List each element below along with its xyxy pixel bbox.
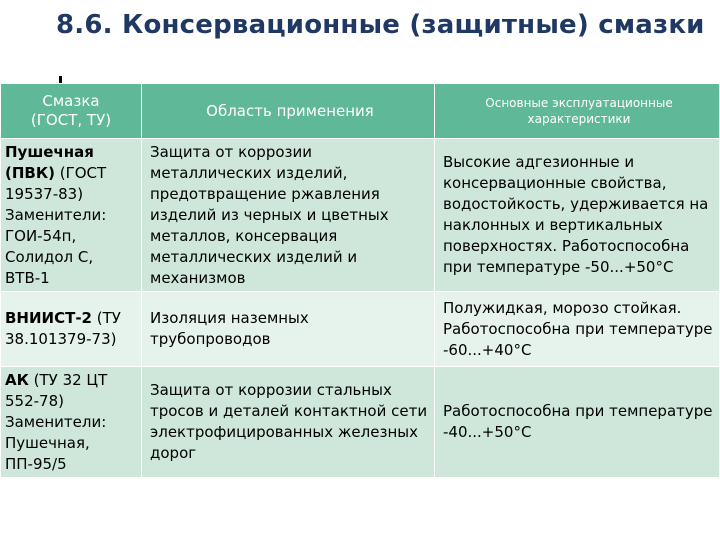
lubricants-table xyxy=(0,83,720,478)
application-cell: Изоляция наземных трубопроводов xyxy=(142,292,435,367)
characteristics-cell: Полужидкая, морозо стойкая. Работоспособна при температуре -60...+40°С xyxy=(435,292,720,367)
lubricant-cell xyxy=(1,367,142,478)
lubricant-name: ВНИИСТ-2 xyxy=(5,309,92,327)
characteristics-cell: Работоспособна при температуре -40...+50°С xyxy=(435,367,720,478)
page-title: 8.6. Консервационные (защитные) смазки xyxy=(56,10,705,40)
characteristics-cell: Высокие адгезионные и консервационные свойства, водостойкость, удерживается на наклонных и вертикальных поверхностях. Работоспособна при температуре -50...+50°С xyxy=(435,139,720,292)
lubricant-name: АК xyxy=(5,370,29,389)
header-lubricant-line2: (ГОСТ, ТУ) xyxy=(30,111,112,129)
application-cell: Защита от коррозии стальных тросов и деталей контактной сети электрофицированных железных дорог xyxy=(142,367,435,478)
lubricant-name: Пушечная (ПВК) xyxy=(5,142,94,182)
header-application: Область применения xyxy=(142,84,435,139)
header-lubricant xyxy=(1,84,142,139)
lubricant-spec: (ТУ 38.101379-73) xyxy=(5,309,121,348)
lubricant-cell xyxy=(1,139,142,292)
lubricant-cell xyxy=(1,292,142,367)
header-characteristics-line2: характеристики xyxy=(527,112,631,126)
table-header-row xyxy=(1,84,720,139)
application-cell: Защита от коррозии металлических изделий, предотвращение ржавления изделий из черных и цветных металлов, консервация металлических изделий и механизмов xyxy=(142,139,435,292)
lubricant-spec: (ТУ 32 ЦТ 552-78) Заменители: Пушечная, ПП-95/5 xyxy=(5,370,108,473)
table-row xyxy=(1,367,720,478)
header-lubricant-line1: Смазка xyxy=(42,92,100,110)
lubricant-spec: (ГОСТ 19537-83) Заменители: ГОИ-54п, Солидол С, ВТВ-1 xyxy=(5,163,107,287)
header-characteristics xyxy=(435,84,720,139)
table-row xyxy=(1,139,720,292)
header-characteristics-line1: Основные эксплуатационные xyxy=(485,96,673,110)
table-row xyxy=(1,292,720,367)
